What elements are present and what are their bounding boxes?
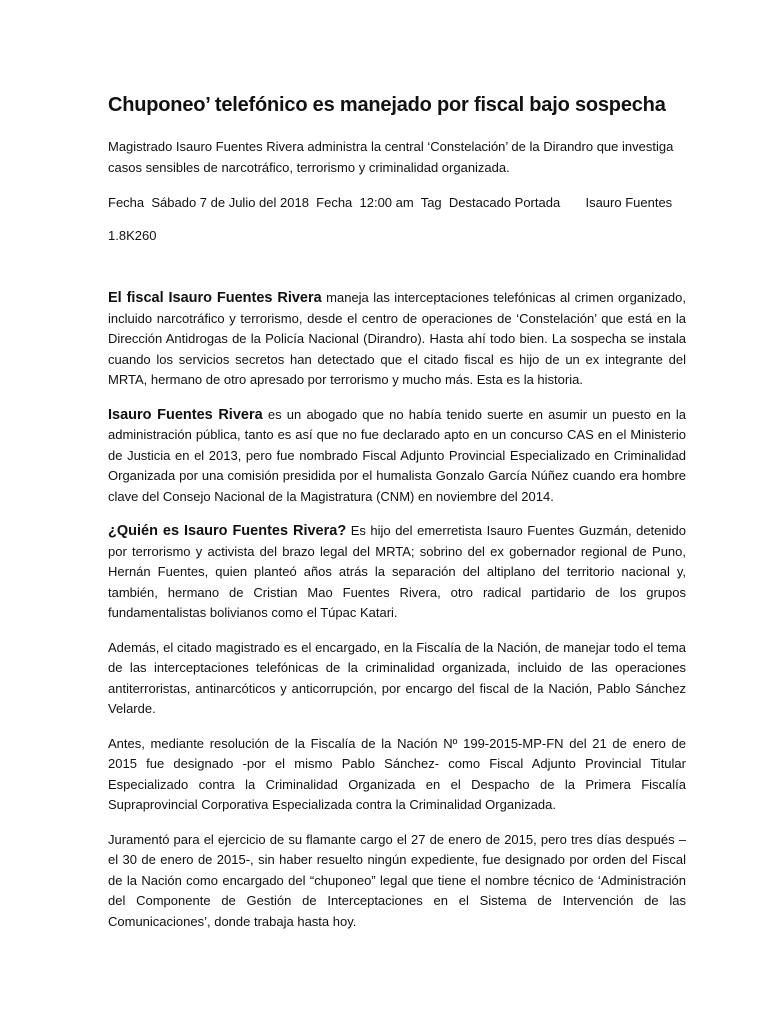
paragraph-lead: Isauro Fuentes Rivera [108, 406, 263, 423]
paragraph-lead: El fiscal Isauro Fuentes Rivera [108, 290, 322, 306]
paragraph-6 [108, 830, 686, 933]
article-title: Chuponeo’ telefónico es manejado por fiscal bajo sospecha [108, 94, 666, 116]
paragraph-text: es un abogado que no había tenido suerte en asumir un puesto en la administración pública, tanto es así que no fue declarado apto en un concurso CAS en el Ministerio de Justicia en el 2013, pero fue nombrado Fiscal Adjunto Provincial Especializado en Criminalidad Organizada por una comisión presidida por el humalista Gonzalo García Núñez cuando era hombre clave del Consejo Nacional de la Magistratura (CNM) en noviembre del 2014. [108, 406, 686, 504]
paragraph-5 [108, 734, 686, 816]
paragraph-text: Además, el citado magistrado es el encargado, en la Fiscalía de la Nación, de manejar todo el tema de las interceptaciones telefónicas de la criminalidad organizada, incluido de las operaciones antiterroristas, antinarcóticos y anticorrupción, por encargo del fiscal de la Nación, Pablo Sánchez Velarde. [108, 639, 686, 716]
paragraph-text: Juramentó para el ejercicio de su flamante cargo el 27 de enero de 2015, pero tres días después – el 30 de enero de 2015-, sin haber resuelto ningún expediente, fue designado por orden del Fiscal de la Nación como encargado del “chuponeo” legal que tiene el nombre técnico de ‘Administración del Componente de Gestión de Interceptaciones en el Sistema de Intervención de las Comunicaciones’, donde trabaja hasta hoy. [108, 831, 686, 929]
article-intro: Magistrado Isauro Fuentes Rivera administra la central ‘Constelación’ de la Dirandro que investiga casos sensibles de narcotráfico, terrorismo y criminalidad organizada. [108, 139, 674, 175]
paragraph-2 [108, 405, 686, 508]
paragraph-1 [108, 288, 686, 391]
paragraph-text: maneja las interceptaciones telefónicas al crimen organizado, incluido narcotráfico y terrorismo, desde el centro de operaciones de ‘Constelación’ que está en la Dirección Antidrogas de la Policía Nacional (Dirandro). Hasta ahí todo bien. La sospecha se instala cuando los servicios secretos han detectado que el citado fiscal es hijo de un ex integrante del MRTA, hermano de otro apresado por terrorismo y mucho más. Esta es la historia. [108, 290, 686, 387]
paragraph-lead: ¿Quién es Isauro Fuentes Rivera? [108, 523, 347, 539]
article-meta: Fecha Sábado 7 de Julio del 2018 Fecha 12:00 am Tag Destacado Portada Isauro Fuentes [108, 195, 673, 210]
paragraph-3 [108, 521, 686, 624]
paragraph-text: Antes, mediante resolución de la Fiscalía de la Nación Nº 199-2015-MP-FN del 21 de enero de 2015 fue designado -por el mismo Pablo Sánchez- como Fiscal Adjunto Provincial Titular Especializado contra la Criminalidad Organizada en el Despacho de la Primera Fiscalía Supraprovincial Corporativa Especializada contra la Criminalidad Organizada. [108, 735, 686, 812]
article-stats: 1.8K260 [108, 228, 157, 243]
paragraph-text: Es hijo del emerretista Isauro Fuentes Guzmán, detenido por terrorismo y activista del brazo legal del MRTA; sobrino del ex gobernador regional de Puno, Hernán Fuentes, quien planteó años atrás la separación del altiplano del territorio nacional y, también, hermano de Cristian Mao Fuentes Rivera, otro radical partidario de los grupos fundamentalistas bolivianos como el Túpac Katari. [108, 523, 686, 620]
paragraph-4 [108, 638, 686, 720]
